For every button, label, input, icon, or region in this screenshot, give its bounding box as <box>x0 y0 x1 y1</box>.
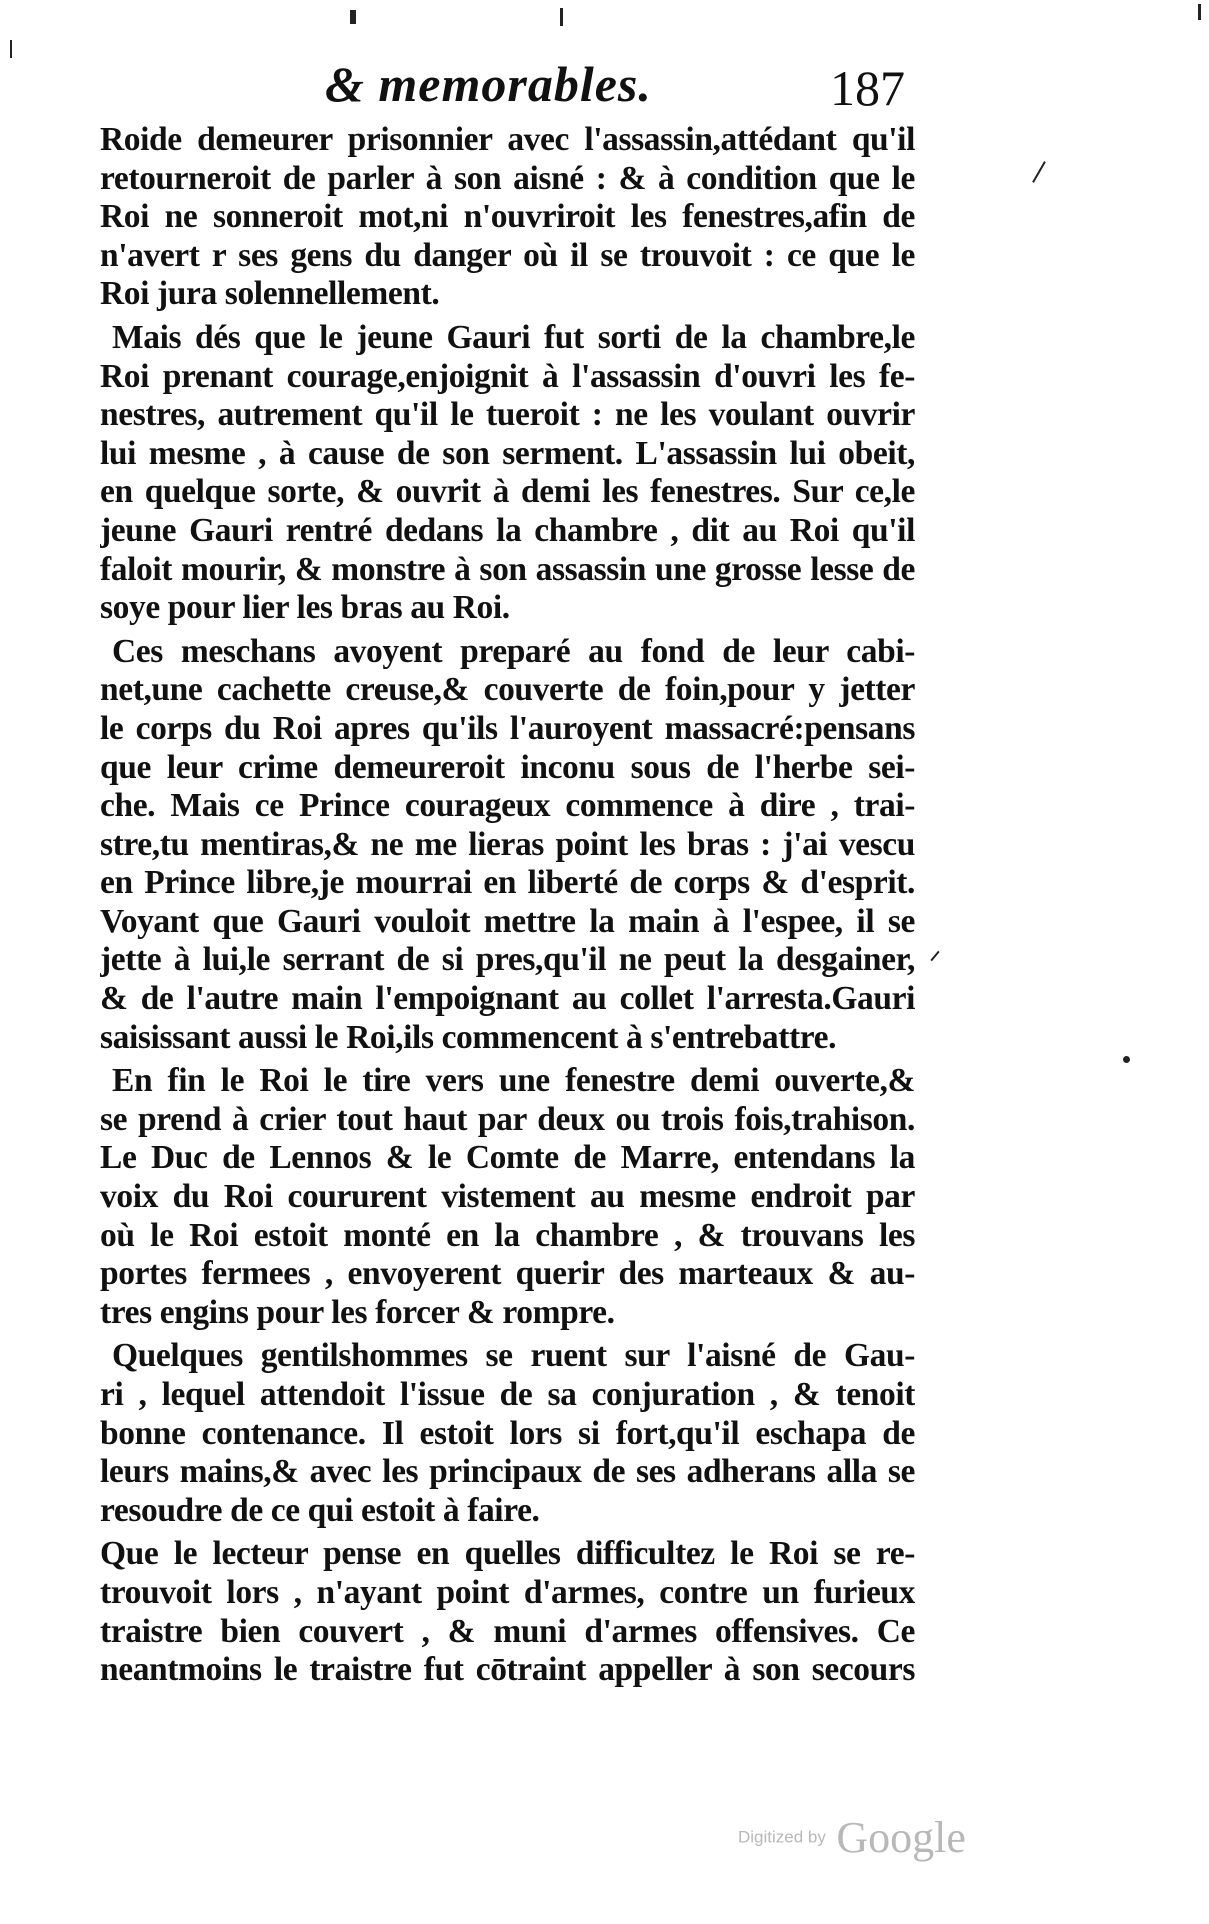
text-line: & de l'autre main l'empoignant au collet l'arresta.Gauri <box>100 980 915 1018</box>
running-head <box>0 55 1209 125</box>
text-line: retourneroit de parler à son aisné : & à condition que le <box>100 159 915 197</box>
text-line: Que le lecteur pense en quelles difficultez le Roi se re- <box>100 1535 915 1573</box>
watermark-prefix: Digitized by <box>738 1827 826 1847</box>
text-line: jeune Gauri rentré dedans la chambre , dit au Roi qu'il <box>100 511 915 549</box>
ink-speck <box>1123 1056 1130 1063</box>
text-line: en quelque sorte, & ouvrit à demi les fenestres. Sur ce,le <box>100 473 915 511</box>
text-line: soye pour lier les bras au Roi. <box>100 589 510 627</box>
text-line: Roi ne sonneroit mot,ni n'ouvriroit les fenestres,afin de <box>100 198 915 236</box>
text-line: leurs mains,& avec les principaux de ses adherans alla se <box>100 1453 915 1491</box>
running-title: & memorables. <box>325 56 652 112</box>
ink-speck <box>930 951 939 961</box>
ink-speck <box>1032 161 1046 183</box>
text-line: tres engins pour les forcer & rompre. <box>100 1293 615 1331</box>
text-line: traistre bien couvert , & muni d'armes offensives. Ce <box>100 1612 915 1650</box>
text-line: se prend à crier tout haut par deux ou trois fois,trahison. <box>100 1100 915 1138</box>
text-line: net,une cachette creuse,& couverte de foin,pour y jetter <box>100 671 915 709</box>
text-line: où le Roi estoit monté en la chambre , & trouvans les <box>100 1216 915 1254</box>
text-line: Roi jura solennellement. <box>100 275 440 313</box>
ink-speck <box>350 10 356 24</box>
text-line: en Prince libre,je mourrai en liberté de corps & d'esprit. <box>100 864 915 902</box>
text-line: Le Duc de Lennos & le Comte de Marre, entendans la <box>100 1139 915 1177</box>
text-line: Roi prenant courage,enjoignit à l'assassin d'ouvri les fe- <box>100 357 915 395</box>
ink-speck <box>1198 4 1201 20</box>
text-line: Quelques gentilshommes se ruent sur l'aisné de Gau- <box>112 1337 915 1375</box>
text-line: bonne contenance. Il estoit lors si fort,qu'il eschapa de <box>100 1414 915 1452</box>
watermark-brand: Google <box>836 1813 966 1862</box>
text-line: Voyant que Gauri vouloit mettre la main à l'espee, il se <box>100 902 915 940</box>
text-line: che. Mais ce Prince courageux commence à dire , trai- <box>100 787 915 825</box>
text-line: stre,tu mentiras,& ne me lieras point les bras : j'ai vescu <box>100 825 915 863</box>
text-line: ri , lequel attendoit l'issue de sa conjuration , & tenoit <box>100 1376 915 1413</box>
text-line: Ces meschans avoyent preparé au fond de leur cabi- <box>112 632 915 670</box>
text-line: que leur crime demeureroit inconu sous de l'herbe sei- <box>100 748 915 786</box>
text-line: faloit mourir, & monstre à son assassin une grosse lesse de <box>100 550 915 588</box>
text-line: Roide demeurer prisonnier avec l'assassin,attédant qu'il <box>100 121 915 158</box>
text-line: Mais dés que le jeune Gauri fut sorti de la chambre,le <box>112 318 915 356</box>
digitized-by-google-watermark <box>738 1812 966 1863</box>
text-line: saisissant aussi le Roi,ils commencent à s'entrebattre. <box>100 1018 837 1056</box>
text-line: jette à lui,le serrant de si pres,qu'il ne peut la desgainer, <box>100 941 915 979</box>
text-line: voix du Roi coururent vistement au mesme endroit par <box>100 1178 915 1216</box>
text-line: En fin le Roi le tire vers une fenestre demi ouverte,& <box>112 1062 915 1100</box>
text-line: le corps du Roi apres qu'ils l'auroyent massacré:pensans <box>100 709 915 747</box>
text-line: portes fermees , envoyerent querir des marteaux & au- <box>100 1255 915 1293</box>
ink-speck <box>560 8 563 26</box>
text-line: resoudre de ce qui estoit à faire. <box>100 1491 540 1529</box>
body-text <box>100 121 915 1690</box>
text-line: neantmoins le traistre fut cōtraint appeller à son secours <box>100 1651 915 1689</box>
text-line: n'avert r ses gens du danger où il se trouvoit : ce que le <box>100 236 915 274</box>
text-line: trouvoit lors , n'ayant point d'armes, contre un furieux <box>100 1573 915 1611</box>
text-line: lui mesme , à cause de son serment. L'assassin lui obeit, <box>100 434 915 472</box>
page-number: 187 <box>830 60 905 116</box>
text-line: nestres, autrement qu'il le tueroit : ne les voulant ouvrir <box>100 396 915 434</box>
